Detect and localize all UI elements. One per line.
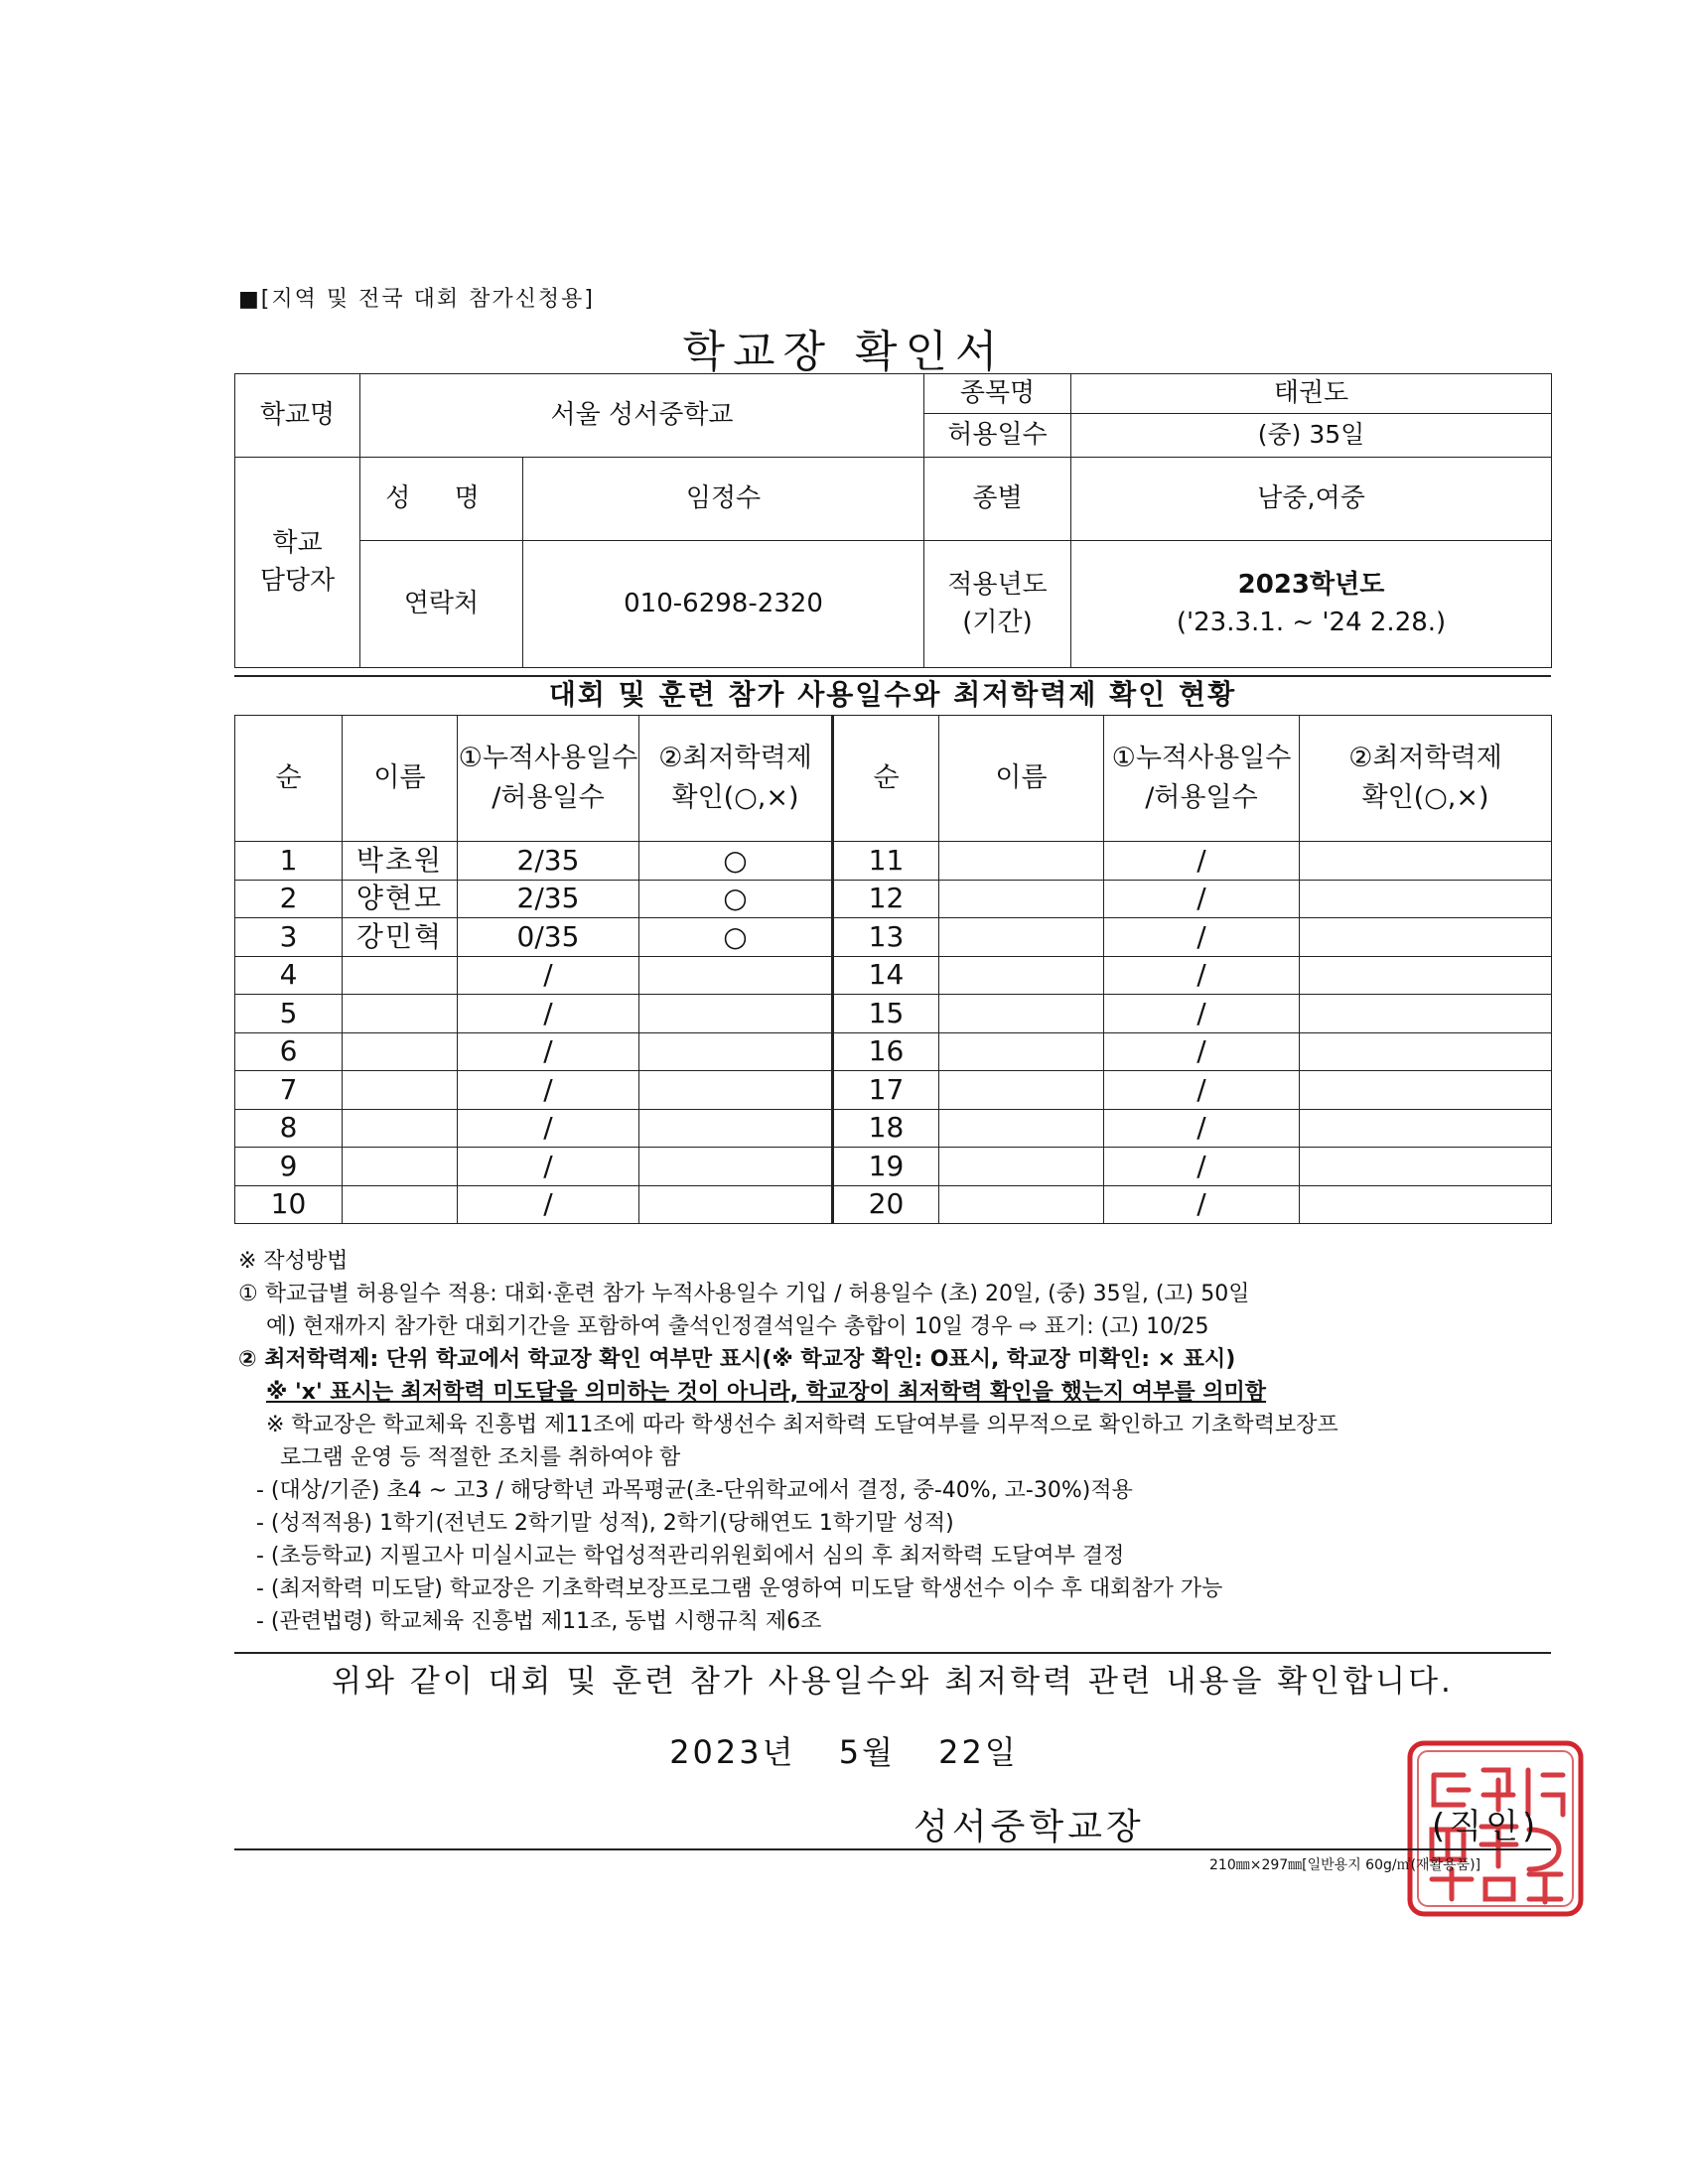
student-name: 강민혁 bbox=[343, 918, 458, 957]
check-mark bbox=[1300, 880, 1552, 918]
row-number: 17 bbox=[833, 1071, 939, 1110]
days-used: / bbox=[1104, 1032, 1300, 1071]
days-used: / bbox=[1104, 842, 1300, 881]
days-used: / bbox=[1104, 880, 1300, 918]
row-number: 18 bbox=[833, 1109, 939, 1148]
row-number: 8 bbox=[235, 1109, 343, 1148]
student-name bbox=[939, 1032, 1104, 1071]
check-mark bbox=[1300, 1071, 1552, 1110]
row-number: 5 bbox=[235, 995, 343, 1033]
note-2: ② 최저학력제: 단위 학교에서 학교장 확인 여부만 표시(※ 학교장 확인: O표시, 학교장 미확인: × 표시) bbox=[238, 1347, 1236, 1372]
confirm-statement: 위와 같이 대회 및 훈련 참가 사용일수와 최저학력 관련 내용을 확인합니다. bbox=[332, 1664, 1454, 1700]
form-tag: ■[지역 및 전국 대회 참가신청용] bbox=[238, 287, 595, 312]
days-used: 2/35 bbox=[458, 880, 639, 918]
info-table bbox=[234, 373, 1552, 668]
check-mark bbox=[1300, 1109, 1552, 1148]
check-mark bbox=[1300, 918, 1552, 957]
year-value: 2023학년도 ('23.3.1. ~ '24 2.28.) bbox=[1071, 541, 1552, 668]
detail-3: - (초등학교) 지필고사 미실시교는 학업성적관리위원회에서 심의 후 최저학력 도달여부 결정 bbox=[256, 1544, 1125, 1569]
seal-label: (직인) bbox=[1432, 1807, 1540, 1846]
row-number: 7 bbox=[235, 1071, 343, 1110]
student-name: 박초원 bbox=[343, 842, 458, 881]
student-name bbox=[343, 1148, 458, 1186]
days-used: / bbox=[458, 956, 639, 995]
gender-label: 종별 bbox=[924, 458, 1071, 541]
col-name: 이름 bbox=[939, 716, 1104, 842]
row-number: 2 bbox=[235, 880, 343, 918]
days-used: 0/35 bbox=[458, 918, 639, 957]
col-name: 이름 bbox=[343, 716, 458, 842]
days-used: / bbox=[458, 1071, 639, 1110]
signer: 성서중학교장 bbox=[914, 1807, 1145, 1847]
note-1-example: 예) 현재까지 참가한 대회기간을 포함하여 출석인정결석일수 총합이 10일 경우 ⇨ 표기: (고) 10/25 bbox=[266, 1314, 1209, 1339]
check-mark bbox=[639, 995, 833, 1033]
student-name bbox=[939, 995, 1104, 1033]
student-name bbox=[939, 1109, 1104, 1148]
allowed-label: 허용일수 bbox=[924, 414, 1071, 458]
days-used: / bbox=[1104, 1148, 1300, 1186]
student-name bbox=[939, 1148, 1104, 1186]
check-mark bbox=[1300, 842, 1552, 881]
col-no: 순 bbox=[833, 716, 939, 842]
student-name bbox=[939, 842, 1104, 881]
check-mark bbox=[1300, 1185, 1552, 1224]
days-used: / bbox=[1104, 1109, 1300, 1148]
check-mark: ○ bbox=[639, 918, 833, 957]
divider-bottom bbox=[234, 1848, 1551, 1850]
row-number: 19 bbox=[833, 1148, 939, 1186]
check-mark bbox=[639, 956, 833, 995]
table-row bbox=[235, 880, 1552, 918]
days-used: / bbox=[1104, 956, 1300, 995]
paper-spec: 210㎜×297㎜[일반용지 60g/㎡(재활용품)] bbox=[1209, 1857, 1481, 1873]
table-row bbox=[235, 1032, 1552, 1071]
student-name bbox=[939, 956, 1104, 995]
table-row bbox=[235, 1109, 1552, 1148]
check-mark bbox=[1300, 1032, 1552, 1071]
divider-top bbox=[234, 1652, 1551, 1654]
issue-date: 2023년 5월 22일 bbox=[669, 1733, 1019, 1771]
check-mark: ○ bbox=[639, 842, 833, 881]
detail-2: - (성적적용) 1학기(전년도 2학기말 성적), 2학기(당해연도 1학기말 성적) bbox=[256, 1511, 954, 1536]
row-number: 10 bbox=[235, 1185, 343, 1224]
student-name bbox=[939, 1071, 1104, 1110]
days-used: / bbox=[458, 1185, 639, 1224]
row-number: 1 bbox=[235, 842, 343, 881]
col-check: ②최저학력제 확인(○,×) bbox=[639, 716, 833, 842]
school-value: 서울 성서중학교 bbox=[360, 374, 924, 458]
student-name bbox=[343, 1109, 458, 1148]
table-row bbox=[235, 956, 1552, 995]
detail-4: - (최저학력 미도달) 학교장은 기초학력보장프로그램 운영하여 미도달 학생선수 이수 후 대회참가 가능 bbox=[256, 1576, 1223, 1601]
student-name bbox=[343, 1185, 458, 1224]
days-used: / bbox=[458, 1148, 639, 1186]
days-used: / bbox=[1104, 1185, 1300, 1224]
name-value: 임정수 bbox=[523, 458, 924, 541]
student-name bbox=[343, 995, 458, 1033]
check-mark bbox=[639, 1148, 833, 1186]
detail-1: - (대상/기준) 초4 ~ 고3 / 해당학년 과목평균(초-단위학교에서 결정, 중-40%, 고-30%)적용 bbox=[256, 1478, 1133, 1503]
staff-label: 학교 담당자 bbox=[235, 458, 360, 668]
row-number: 4 bbox=[235, 956, 343, 995]
notes bbox=[238, 1245, 1559, 1638]
contact-label: 연락처 bbox=[360, 541, 523, 668]
year-label: 적용년도 (기간) bbox=[924, 541, 1071, 668]
note-2-b: ※ 학교장은 학교체육 진흥법 제11조에 따라 학생선수 최저학력 도달여부를 의무적으로 확인하고 기초학력보장프 bbox=[266, 1413, 1338, 1437]
student-name: 양현모 bbox=[343, 880, 458, 918]
status-table bbox=[234, 715, 1552, 1224]
notes-heading: ※ 작성방법 bbox=[238, 1249, 349, 1274]
row-number: 11 bbox=[833, 842, 939, 881]
check-mark bbox=[639, 1071, 833, 1110]
check-mark bbox=[1300, 995, 1552, 1033]
check-mark: ○ bbox=[639, 880, 833, 918]
student-name bbox=[343, 1071, 458, 1110]
table-row bbox=[235, 1185, 1552, 1224]
col-check: ②최저학력제 확인(○,×) bbox=[1300, 716, 1552, 842]
row-number: 12 bbox=[833, 880, 939, 918]
note-2-b-cont: 로그램 운영 등 적절한 조치를 취하여야 함 bbox=[280, 1445, 681, 1470]
days-used: / bbox=[1104, 1071, 1300, 1110]
days-used: 2/35 bbox=[458, 842, 639, 881]
table-row bbox=[235, 995, 1552, 1033]
note-2-a: ※ 'x' 표시는 최저학력 미도달을 의미하는 것이 아니라, 학교장이 최저학력 확인을 했는지 여부를 의미함 bbox=[266, 1380, 1267, 1405]
row-number: 15 bbox=[833, 995, 939, 1033]
table-row bbox=[235, 1071, 1552, 1110]
row-number: 20 bbox=[833, 1185, 939, 1224]
status-header-row bbox=[235, 716, 1552, 842]
check-mark bbox=[639, 1032, 833, 1071]
days-used: / bbox=[458, 995, 639, 1033]
row-number: 9 bbox=[235, 1148, 343, 1186]
school-label: 학교명 bbox=[235, 374, 360, 458]
table-row bbox=[235, 918, 1552, 957]
contact-value: 010-6298-2320 bbox=[523, 541, 924, 668]
check-mark bbox=[639, 1185, 833, 1224]
gender-value: 남중,여중 bbox=[1071, 458, 1552, 541]
check-mark bbox=[639, 1109, 833, 1148]
days-used: / bbox=[458, 1032, 639, 1071]
row-number: 3 bbox=[235, 918, 343, 957]
event-label: 종목명 bbox=[924, 374, 1071, 414]
row-number: 16 bbox=[833, 1032, 939, 1071]
table-row bbox=[235, 1148, 1552, 1186]
row-number: 14 bbox=[833, 956, 939, 995]
student-name bbox=[343, 1032, 458, 1071]
row-number: 13 bbox=[833, 918, 939, 957]
note-1: ① 학교급별 허용일수 적용: 대회·훈련 참가 누적사용일수 기입 / 허용일수 (초) 20일, (중) 35일, (고) 50일 bbox=[238, 1282, 1250, 1306]
check-mark bbox=[1300, 1148, 1552, 1186]
allowed-value: (중) 35일 bbox=[1071, 414, 1552, 458]
student-name bbox=[939, 880, 1104, 918]
status-title: 대회 및 훈련 참가 사용일수와 최저학력제 확인 현황 bbox=[234, 675, 1551, 716]
col-no: 순 bbox=[235, 716, 343, 842]
row-number: 6 bbox=[235, 1032, 343, 1071]
student-name bbox=[939, 1185, 1104, 1224]
days-used: / bbox=[1104, 995, 1300, 1033]
col-days: ①누적사용일수 /허용일수 bbox=[458, 716, 639, 842]
col-days: ①누적사용일수 /허용일수 bbox=[1104, 716, 1300, 842]
days-used: / bbox=[458, 1109, 639, 1148]
days-used: / bbox=[1104, 918, 1300, 957]
detail-5: - (관련법령) 학교체육 진흥법 제11조, 동법 시행규칙 제6조 bbox=[256, 1609, 822, 1634]
name-label: 성 명 bbox=[360, 458, 523, 541]
check-mark bbox=[1300, 956, 1552, 995]
event-value: 태권도 bbox=[1071, 374, 1552, 414]
student-name bbox=[343, 956, 458, 995]
document-title: 학교장 확인서 bbox=[682, 327, 1006, 377]
table-row bbox=[235, 842, 1552, 881]
student-name bbox=[939, 918, 1104, 957]
